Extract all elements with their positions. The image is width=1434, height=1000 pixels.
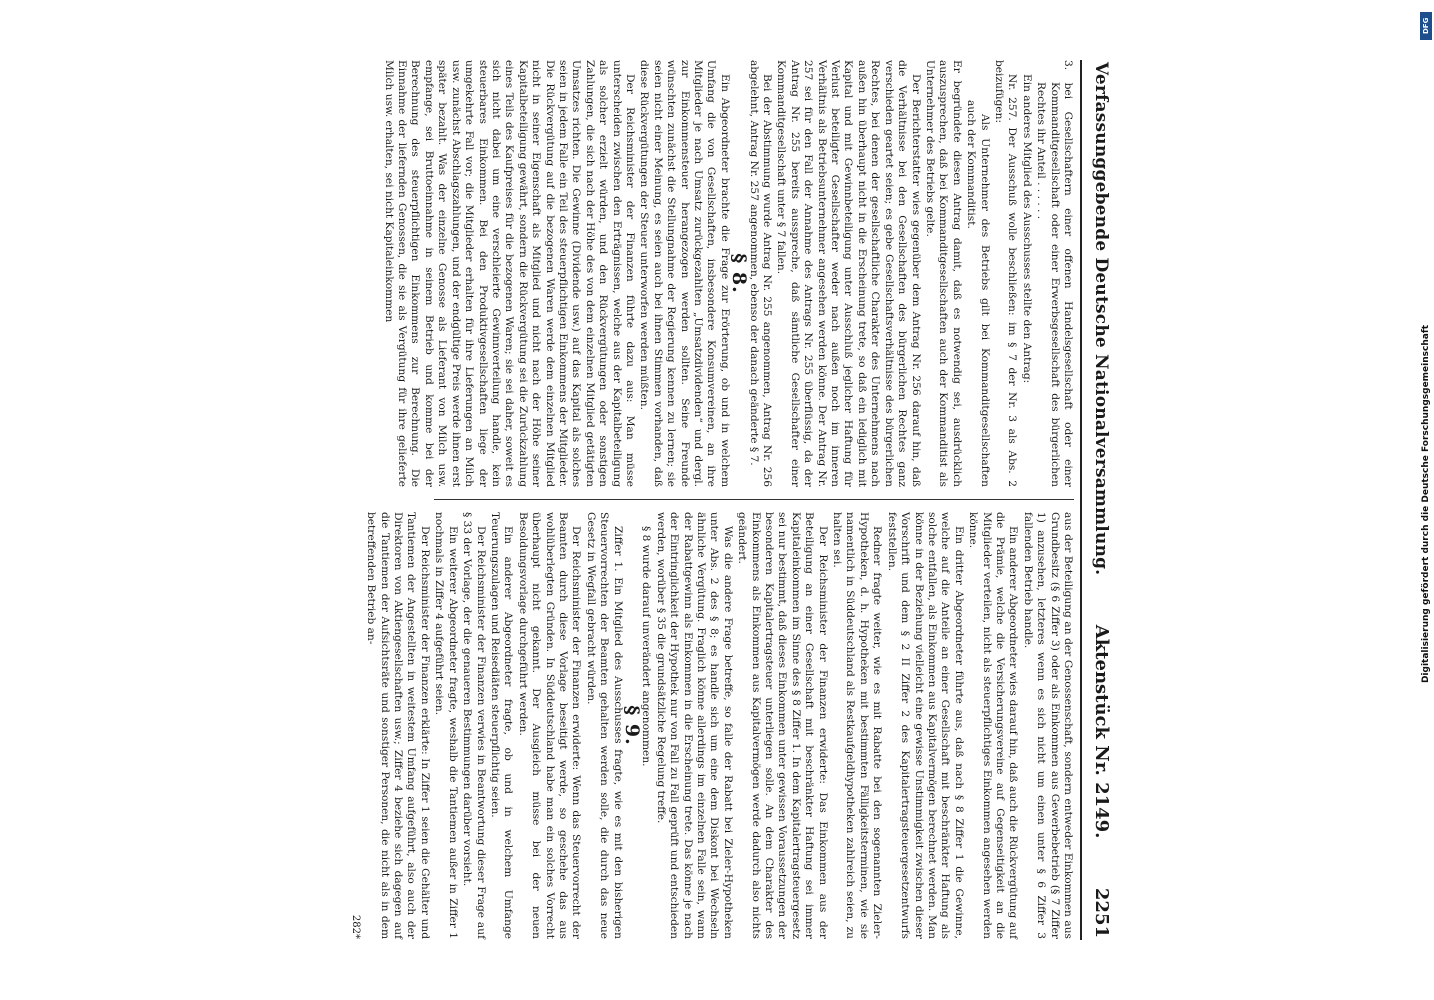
column-divider [434, 499, 1074, 500]
funding-note [1418, 4, 1434, 996]
paragraph: Der Reichsminister der Finanzen verwies in Beantwortung dieser Frage auf § 33 der Vorlage, der die genaueren Bestimmungen darüber vorsieht. [461, 512, 487, 939]
section-heading: § 9. [621, 705, 643, 746]
paragraph: Ein anderer Abgeordneter wies darauf hin, daß auch die Rückvergütung auf die Prämie, welche die Versicherungsvereine auf Gegenseitigkeit an die Mitglieder verteilen, nicht als steuerpflichtiges Einkommen angesehen werden könne. [967, 512, 1020, 939]
paragraph: Nr. 257. Der Ausschuß wolle beschließen: im § 7 der Nr. 3 als Abs. 2 beizufügen: [992, 60, 1019, 487]
paragraph: 3. bei Gesellschaftern einer offenen Handelsgesellschaft oder einer Kommanditgesellschaft oder einer Erwerbsgesellschaft des bürgerlichen Rechtes ihr Anteil . . . . . . [1035, 60, 1074, 487]
signature-mark: 282* [349, 914, 361, 939]
right-column [349, 512, 1074, 939]
page-header [1080, 60, 1112, 940]
page-number: 2251 [1091, 887, 1112, 938]
paragraph: Der Reichsminister der Finanzen erklärte: In Ziffer 1 seien die Gehälter und Tantiemen der Angestellten in weitestem Umfang aufgeführt, also auch der Direktoren von Aktiengesellschaften usw.; Ziffer 4 beziehe sich dagegen auf die Tantiemen der Aufsichtsräte und sonstiger Personen, die nicht als in dem betreffenden Betrieb an- [365, 512, 431, 939]
paragraph: Er begründete diesen Antrag damit, daß es notwendig sei, ausdrücklich auszusprechen, daß bei Kommanditgesellschaften auch der Kommanditist als Unternehmer des Betriebs gelte. [923, 60, 963, 487]
section-heading: § 8. [728, 253, 751, 294]
paragraph: Der Reichsminister der Finanzen erwiderte: Das Einkommen aus der Beteiligung an einer Gesellschaft mit beschränkter Haftung sei immer Kapitaleinkommen im Sinne des § 8 Ziffer 1. In dem Kapitalertragsteuergesetz sei nur bestimmt, daß dieses Einkommen unter gewissen Voraussetzungen der besonderen Kapitalertragsteuer unterliegen solle. An dem Charakter des Einkommens als Einkommen aus Kapitalvermögen werde dadurch also nichts geändert. [736, 512, 829, 939]
paragraph: Was die andere Frage betreffe, so falle der Rabatt bei Zieler-Hypotheken unter Abs. 2 des § 8; es handle sich um eine dem Diskont bei Wechseln ähnliche Vergütung. Fraglich könne allerdings im einzelnen Falle sein, wann der Rabattgewinn als Einkommen in die Erscheinung trete. Das könne je nach der Eintringlichkeit der Hypothek nur von Fall zu Fall geprüft und entschieden werden, worüber § 35 die grundsätzliche Regelung treffe. [654, 512, 734, 939]
paragraph: Als Unternehmer des Betriebs gilt bei Kommanditgesellschaften auch der Kommanditist. [965, 100, 991, 487]
text-columns [349, 60, 1074, 940]
paragraph: Bei der Abstimmung wurde Antrag Nr. 255 angenommen, Antrag Nr. 256 abgelehnt, Antrag Nr. 257 angenommen, ebenso der danach geänderte § 7. [747, 60, 774, 487]
paragraph: aus der Beteiligung an der Genossenschaft, sondern entweder Einkommen aus Grundbesitz (§ 6 Ziffer 3) oder als Einkommen aus Gewerbebetrieb (§ 7 Ziffer 1) anzusehen, letzteres wenn es sich nicht um einen unter § 6 Ziffer 3 fallenden Betrieb handle. [1021, 512, 1074, 939]
dfg-logo: DFG [1420, 12, 1432, 40]
paragraph: Ein weiterer Abgeordneter fragte, weshalb die Tantiemen außer in Ziffer 1 nochmals in Ziffer 4 aufgeführt seien. [433, 512, 459, 939]
document-number: Aktenstück Nr. 2149. [1091, 624, 1112, 839]
paragraph: § 8 wurde darauf unverändert angenommen. [640, 526, 653, 767]
paragraph: Ein anderes Mitglied des Ausschusses stellte den Antrag: [1020, 74, 1033, 384]
paragraph: Ein Abgeordneter brachte die Frage zur Erörterung, ob und in welchem Umfang die von Gesellschaften, insbesondere Konsumvereinen, an ihre Mitglieder je nach Umsatz zurückgezahlten „Umsatzdividenden“ und dergl. zur Einkommensteuer herangezogen werden sollten. Seine Freunde wünschten zunächst die Stellungnahme der Regierung kennen zu lernen; sie seien nicht einer Meinung, es seien auch bei ihnen Stimmen vorhanden, daß diese Rückvergütungen der Steuer unterworfen werden müßten. [638, 60, 731, 487]
paragraph: Redner fragte weiter, wie es mit Rabatte bei den sogenannten Zieler-Hypotheken, d. h. Hypotheken mit bestimmten Fälligkeitsterminen, wie sie namentlich in Süddeutschland als Restkaufgeldhypotheken zahlreich seien, zu halten sei. [831, 512, 884, 939]
paragraph: Der Berichterstatter wies gegenüber dem Antrag Nr. 256 darauf hin, daß die Verhältnisse bei den Gesellschaften des bürgerlichen Rechtes ganz verschieden geartet seien; es gebe Gesellschaftsverhältnisse des bürgerlichen Rechtes, bei denen der gesellschaftliche Charakter des Unternehmens nach außen hin überhaupt nicht in die Erscheinung trete, so daß ein lediglich mit Kapital und mit Gewinnbeteiligung unter Ausschluß jeglicher Haftung für Verlust beteiligter Gesellschafter weder nach außen noch im inneren Verhältnis als Betriebsunternehmer angesehen werden könne. Der Antrag Nr. 257 sei für den Fall der Annahme des Antrags Nr. 255 überflüssig, da der Antrag Nr. 255 bereits ausspreche, daß sämtliche Gesellschafter einer Kommanditgesellschaft unter § 7 fallen. [775, 60, 922, 487]
paragraph: Ziffer 1. Ein Mitglied des Ausschusses fragte, wie es mit den bisherigen Steuervorrechten der Beamten gehalten werden solle, die durch das neue Gesetz in Wegfall gebracht würden. [584, 512, 624, 939]
paragraph: Ein anderer Abgeordneter fragte, ob und in welchem Umfange Teuerungszulagen und Reisediäten steuerpflichtig seien. [488, 512, 515, 939]
left-column [382, 60, 1074, 487]
paragraph: Ein dritter Abgeordneter führte aus, daß nach § 8 Ziffer 1 die Gewinne, welche auf die Anteile an einer Gesellschaft mit beschränkter Haftung als solche entfallen, als Einkommen aus Kapitalvermögen berechnet werden. Man könne in der Beziehung vielleicht eine gewisse Unstimmigkeit zwischen dieser Vorschrift und dem § 2 II Ziffer 2 des Kapitalertragsteuergesetzentwurfs feststellen. [885, 512, 965, 939]
header-title: Verfassunggebende Deutsche Nationalversammlung. [1091, 62, 1111, 576]
document-page [349, 60, 1112, 940]
paragraph: Der Reichsminister der Finanzen führte dazu aus: Man müsse unterscheiden zwischen den Erträgnissen, welche aus der Kapitalbeteiligung als solcher erzielt würden, und den Rückvergütungen oder sonstigen Zahlungen, die sich nach der Höhe des von dem einzelnen Mitglied getätigten Umsatzes richten. Die Gewinne (Dividende usw.) auf das Kapital als solches seien in jedem Falle ein Teil des steuerpflichtigen Einkommens der Mitglieder. Die Rückvergütung auf die bezogenen Waren werde dem einzelnen Mitglied nicht in seiner Eigenschaft als Mitglied und nicht nach der Höhe seiner Kapitalbeteiligung gewährt, sondern die Rückvergütung sei die Zurückzahlung eines Teils des Kaufpreises für die bezogenen Waren; sie sei daher, soweit es sich nicht dabei um eine verschleierte Gewinnverteilung handle, kein steuerbares Einkommen. Bei den Produktivgesellschaften liege der umgekehrte Fall vor; die Mitglieder erhalten für ihre Lieferungen an Milch usw. zunächst Abschlagszahlungen, und der endgültige Preis werde ihnen erst später bezahlt. Was der einzelne Genosse als Lieferant von Milch usw. empfange, sei Bruttoeinnahme in seinem Betrieb und komme bei der Berechnung des steuerpflichtigen Einkommens zur Berechnung. Die Einnahme der liefernden Genossen, die sie als Vergütung für ihre gelieferte Milch usw. erhalten, sei nicht Kapitaleinkommen [382, 60, 636, 487]
funding-note-text: Digitalisierung gefördert durch die Deutsche Forschungsgemeinschaft [1421, 324, 1431, 684]
paragraph: Der Reichsminister der Finanzen erwiderte: Wenn das Steuervorrecht der Beamten durch diese Vorlage beseitigt werde, so geschehe das aus wohlüberlegten Gründen. In Süddeutschland habe man ein solches Vorrecht überhaupt nicht gekannt. Der Ausgleich müsse bei der neuen Besoldungsvorlage durchgeführt werden. [516, 512, 583, 939]
